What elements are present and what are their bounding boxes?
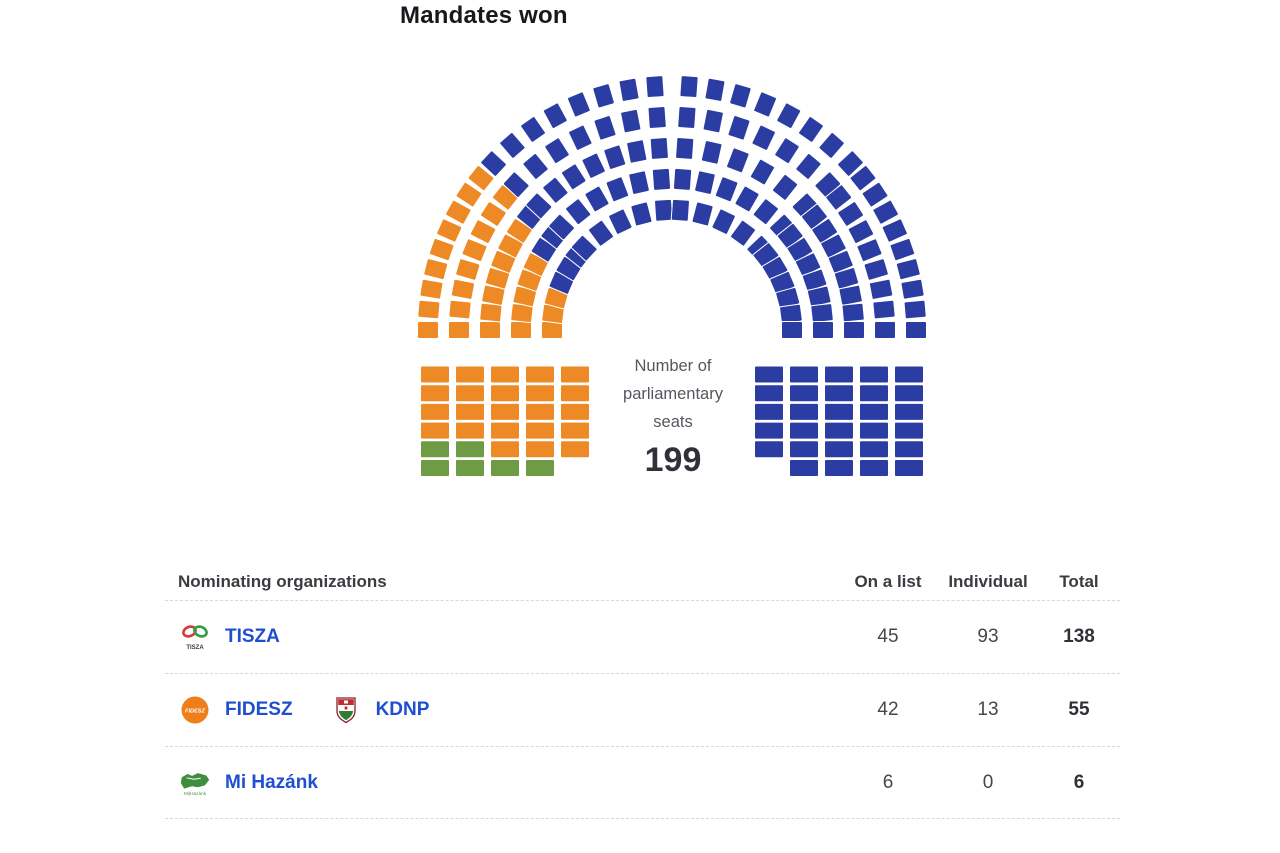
svg-text:TISZA: TISZA xyxy=(186,645,204,651)
table-header xyxy=(165,556,1120,600)
seat xyxy=(728,115,751,140)
seat xyxy=(567,92,591,118)
value-individual: 13 xyxy=(977,699,999,720)
seat xyxy=(825,366,854,383)
seat xyxy=(811,304,834,323)
seat xyxy=(588,220,614,247)
seat xyxy=(603,145,626,170)
seat xyxy=(423,258,448,280)
seat xyxy=(499,132,526,159)
party-cell xyxy=(329,695,430,725)
seat xyxy=(904,300,926,319)
seat xyxy=(729,83,751,108)
table-row xyxy=(165,600,1120,673)
seat xyxy=(772,174,798,201)
seat xyxy=(565,198,591,225)
seat xyxy=(456,385,485,402)
party-link-mihazank[interactable]: Mi Hazánk xyxy=(225,771,318,793)
seat xyxy=(456,403,485,420)
value-individual: 93 xyxy=(977,626,999,647)
seats-total: 199 xyxy=(644,441,702,479)
seat xyxy=(606,176,629,202)
center-label-line: Number of xyxy=(634,357,712,375)
seat xyxy=(860,403,889,420)
seat xyxy=(421,366,450,383)
seat xyxy=(896,258,921,280)
value-on-a-list: 45 xyxy=(877,626,899,647)
seat xyxy=(779,304,802,324)
seat xyxy=(456,460,485,477)
seat xyxy=(839,285,863,306)
seat xyxy=(491,422,520,439)
seat xyxy=(626,139,647,163)
seat xyxy=(631,202,653,227)
seat xyxy=(650,137,668,159)
table-row xyxy=(165,746,1120,819)
value-on-a-list: 42 xyxy=(877,699,899,720)
seat xyxy=(694,171,715,195)
mandates-table xyxy=(165,556,1120,819)
seat xyxy=(895,460,924,477)
seat xyxy=(869,279,893,300)
seat xyxy=(568,125,592,151)
seat xyxy=(895,422,924,439)
seat xyxy=(620,109,641,133)
seat xyxy=(542,322,563,339)
seat xyxy=(480,303,503,322)
seat xyxy=(795,153,822,180)
party-cell xyxy=(178,695,293,725)
seat xyxy=(776,102,801,129)
seat xyxy=(491,385,520,402)
seat xyxy=(449,300,472,319)
seat xyxy=(813,322,834,339)
seat xyxy=(842,303,865,322)
seat xyxy=(675,137,693,159)
seat xyxy=(491,460,520,477)
seat xyxy=(703,109,724,133)
value-total: 55 xyxy=(1068,699,1090,720)
seat xyxy=(825,422,854,439)
center-label-line: parliamentary xyxy=(623,385,723,403)
seat xyxy=(522,153,549,180)
seat xyxy=(594,115,617,140)
seat xyxy=(511,322,532,339)
seat xyxy=(418,300,440,319)
mihazank-logo-icon xyxy=(178,768,212,798)
seat xyxy=(860,422,889,439)
seat xyxy=(860,385,889,402)
seat xyxy=(592,83,614,108)
seat xyxy=(753,198,779,225)
col-header-individual: Individual xyxy=(948,572,1028,591)
seat xyxy=(726,147,749,173)
seat xyxy=(449,322,470,339)
seat xyxy=(456,366,485,383)
seat xyxy=(844,322,865,339)
seat xyxy=(860,441,889,458)
svg-text:Mi|Hazánk: Mi|Hazánk xyxy=(183,791,207,797)
seat xyxy=(648,106,666,128)
tisza-logo-icon xyxy=(178,622,212,652)
seat xyxy=(895,441,924,458)
seat xyxy=(451,279,475,300)
party-link-fidesz[interactable]: FIDESZ xyxy=(225,699,293,720)
party-link-tisza[interactable]: TISZA xyxy=(225,626,280,647)
seat xyxy=(678,106,696,128)
seat xyxy=(421,460,450,477)
seat xyxy=(890,238,915,261)
seat xyxy=(544,137,570,164)
seat xyxy=(705,78,725,102)
seat xyxy=(581,153,605,179)
seat xyxy=(619,78,639,102)
seat xyxy=(895,385,924,402)
party-cell xyxy=(178,768,318,798)
party-link-kdnp[interactable]: KDNP xyxy=(375,699,430,720)
center-label-line: seats xyxy=(653,413,693,431)
seat xyxy=(875,322,896,339)
seat xyxy=(584,186,609,213)
seat xyxy=(752,125,776,151)
seat xyxy=(825,403,854,420)
col-header-on-a-list: On a list xyxy=(854,572,922,591)
seat xyxy=(646,76,664,98)
seat xyxy=(491,403,520,420)
seat xyxy=(654,199,672,221)
seat xyxy=(418,322,439,339)
seat xyxy=(692,202,714,227)
seat xyxy=(671,199,689,221)
seat xyxy=(429,238,454,261)
table-row xyxy=(165,673,1120,746)
seat xyxy=(715,176,738,202)
seat xyxy=(421,441,450,458)
seat xyxy=(561,163,587,190)
value-on-a-list: 6 xyxy=(882,771,894,793)
chart-title: Mandates won xyxy=(400,2,568,29)
value-total: 138 xyxy=(1063,626,1095,647)
seat xyxy=(542,177,569,204)
seat xyxy=(734,186,759,213)
seat xyxy=(420,279,444,299)
col-header-nominating-organizations: Nominating organizations xyxy=(178,572,387,591)
seat xyxy=(750,159,775,186)
seat xyxy=(825,385,854,402)
seat xyxy=(421,385,450,402)
seat xyxy=(798,116,824,143)
seat xyxy=(860,366,889,383)
seat xyxy=(480,322,501,339)
value-individual: 0 xyxy=(982,771,994,793)
svg-text:FIDESZ: FIDESZ xyxy=(185,708,205,715)
seat xyxy=(455,258,480,280)
seat xyxy=(421,422,450,439)
seat xyxy=(818,132,845,159)
seat xyxy=(680,76,698,98)
seat xyxy=(753,92,777,118)
seat xyxy=(864,258,889,280)
col-header-total: Total xyxy=(1059,572,1099,591)
seat xyxy=(825,460,854,477)
seat xyxy=(895,366,924,383)
seat xyxy=(906,322,927,339)
seat xyxy=(543,102,568,129)
seat xyxy=(774,137,800,164)
seat xyxy=(491,366,520,383)
seat xyxy=(895,403,924,420)
seat xyxy=(652,168,670,190)
seat xyxy=(628,171,649,195)
seat xyxy=(673,168,691,190)
seat xyxy=(782,322,803,339)
seat xyxy=(825,441,854,458)
seat xyxy=(701,140,722,164)
party-cell xyxy=(178,622,280,652)
seat xyxy=(730,220,756,247)
seat xyxy=(901,279,925,299)
fidesz-logo-icon xyxy=(178,695,212,725)
seat xyxy=(860,460,889,477)
seat xyxy=(873,300,896,319)
seat xyxy=(711,209,735,235)
value-total: 6 xyxy=(1073,771,1085,793)
seat xyxy=(421,403,450,420)
seat xyxy=(456,441,485,458)
kdnp-logo-icon xyxy=(329,695,363,725)
seat xyxy=(608,209,632,235)
seat xyxy=(491,441,520,458)
chart-center-label xyxy=(533,352,813,480)
seat xyxy=(520,116,546,143)
seat xyxy=(456,422,485,439)
